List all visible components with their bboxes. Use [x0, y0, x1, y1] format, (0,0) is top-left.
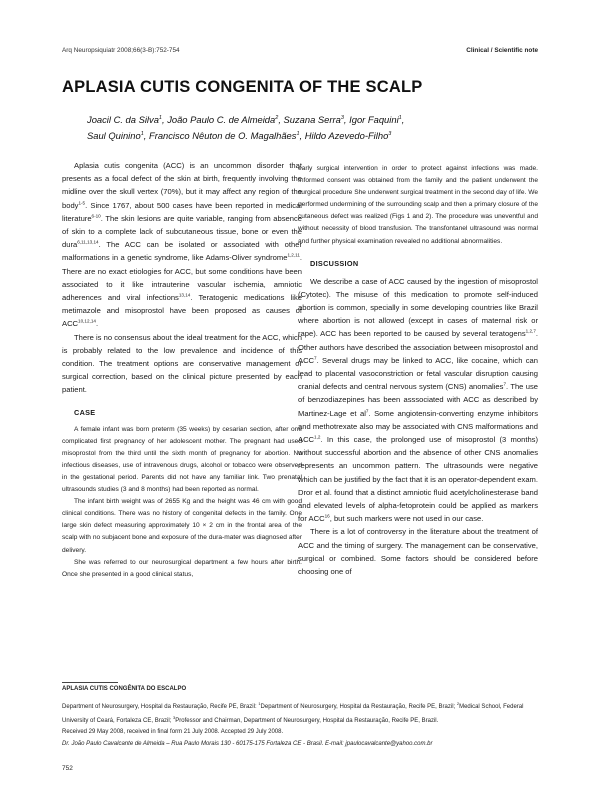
right-column — [298, 163, 538, 578]
left-column — [62, 159, 302, 581]
received-dates: Received 29 May 2008, received in final form 21 July 2008. Accepted 29 July 2008. — [62, 729, 284, 735]
case-paragraph: A female infant was born preterm (35 weeks) by cesarian section, after one complicated first pregnancy of her adolescent mother. The pregnant had used misoprostol from the third until the sixth month of pregnancy for abortion. No infectious diseases, use of intravenous drugs, alcohol or tobacco were observed in the gestational period. Parents did not have any familiar link. Two prenatal ultrasounds studies (3 and 8 months) had been reported as normal. — [62, 425, 302, 494]
discussion-heading: DISCUSSION — [310, 258, 359, 268]
affiliations: Department of Neurosurgery, Hospital da Restauração, Recife PE, Brazil: $^1$Department of Neurosurgery, Hospital da Restauração, Recife PE, Brazil; $^2$Medical School, Federal University of Ceará, Fortaleza CE, Brazil; $^3$Professor and Chairman, Department of Neurosurgery, Hospital da Restauração, Recife PE, Brazil. — [62, 701, 524, 724]
case-paragraph: early surgical intervention in order to protect against infections was made. Informed consent was obtained from the family and the patient underwent the surgical procedure She underwent surgical treatment in the second day of life. We performed undermining of the surrounding scalp and then a primary closure of the cutaneous defect was realized (Figs 1 and 2). The procedure was uneventful and without necessity of blood transfusion. The transfontanel ultrasound was normal and further physical examination revealed no additional abnormalities. — [298, 165, 538, 245]
section-label: Clinical / Scientific note — [466, 47, 538, 54]
article-title: APLASIA CUTIS CONGENITA OF THE SCALP — [62, 78, 423, 96]
journal-citation: Arq Neuropsiquiatr 2008;66(3-B):752-754 — [62, 47, 180, 54]
discussion-paragraph: There is a lot of controversy in the literature about the treatment of ACC and the timing of surgery. The management can be conservative, surgical or combined. Some factors should be considered before choosing one of — [298, 527, 538, 577]
treatment-paragraph: There is no consensus about the ideal treatment for the ACC, which is probably related to the low prevalence and incidence of this condition. The treatment options are conservative management or surgical correction, based on the clinical picture presented by each patient. — [62, 332, 302, 395]
intro-paragraph: Aplasia cutis congenita (ACC) is an uncommon disorder that presents as a focal defect of the skin at birth, frequently involving the midline over the skull vertex (70%), but it may affect any region of the body$^{1-5}$. Since 1767, about 500 cases have been reported in medical literature$^{6-10}$. The skin lesions are quite variable, ranging from absence of skin to a complete lack of subcutaneous tissue, bone or even the dura$^{6,11,13,14}$. The ACC can be isolated or associated with other malformations in a genetic syndrome, like Adams-Oliver syndrome$^{1,2,11}$. There are no exact etiologies for ACC, but some conditions have been associated to it like intrauterine vascular ischemia, amniotic adherences and viral infections$^{13,14}$. Teratogenic medications like metimazole and misoprostol have been proposed as causes of ACC$^{10,12,14}$. — [62, 161, 302, 329]
case-heading: CASE — [74, 407, 96, 417]
author-name: Suzana Serra — [283, 114, 341, 126]
footnote-divider — [62, 682, 118, 683]
portuguese-title: APLASIA CUTIS CONGÊNITA DO ESCALPO — [62, 686, 187, 692]
case-paragraph: She was referred to our neurosurgical department a few hours after birth. Once she presented in a good clinical status, — [62, 558, 302, 578]
case-paragraph: The infant birth weight was of 2655 Kg and the height was 46 cm with good clinical conditions. There was no history of congenital defects in the family. One large skin defect measuring approximately 10 × 2 cm in the frontal area of the scalp with no subjacent bone and exposure of the dura-mater was diagnosed after delivery. — [62, 498, 302, 554]
page-number: 752 — [62, 765, 73, 772]
author-name: Igor Faquini — [349, 114, 399, 126]
author-name: João Paulo C. de Almeida — [167, 114, 276, 126]
author-name: Hildo Azevedo-Filho — [304, 130, 389, 142]
discussion-paragraph: We describe a case of ACC caused by the ingestion of misoprostol (Cytotec). The misuse of this medication to promote self-induced abortion is common, specially in some developing countries like Brazil where abortion is not allowed (except in cases of maternal risk or rape). ACC has been reported to be caused by several teratogens$^{1,2,7}$. Other authors have described the association between misoprostol and ACC$^7$. Several drugs may be linked to ACC, like cocaine, which can lead to placental vasoconstriction or fetal vascular disruption causing cranial defects and central nervous system (CNS) anomalies$^7$. The use of benzodiazepines has been asssociated with ACC as described by Martinez-Lage et $al^7$. Some angiotensin-converting enzyme inhibitors and methotrexate also may be associated with CNS malformations and ACC$^{1,2}$. In this case, the prolonged use of misoprostol (3 months) without successful abortion and the absence of other CNS anomalies represents an uncommon pattern. The ultrasounds were negative which can be justified by the fact that it is an operator-dependent exam. Dror et al. found that a distinct amniotic fluid acetylcholinesterase band and elevated levels of alpha-fetoprotein could be applied as markers for ACC$^{16}$, but such markers were not used in our case. — [298, 276, 538, 524]
author-name: Francisco Nêuton de O. Magalhães — [148, 130, 297, 142]
author-list: Joacil C. da Silva$^1$, João Paulo C. de Almeida$^2$, Suzana Serra$^3$, Igor Faquini$^1$, Saul Quinino$^1$, Francisco Nêuton de O. Magalhães$^1$, Hildo Azevedo-Filho$^3$ — [87, 114, 405, 142]
author-name: Joacil C. da Silva — [87, 114, 159, 126]
correspondence: Dr. João Paulo Cavalcante de Almeida – Rua Paulo Morais 130 - 60175-175 Fortaleza CE - Brasil. E-mail: jpaulocavalcante@yahoo.com.br — [62, 741, 433, 747]
author-name: Saul Quinino — [87, 130, 141, 142]
